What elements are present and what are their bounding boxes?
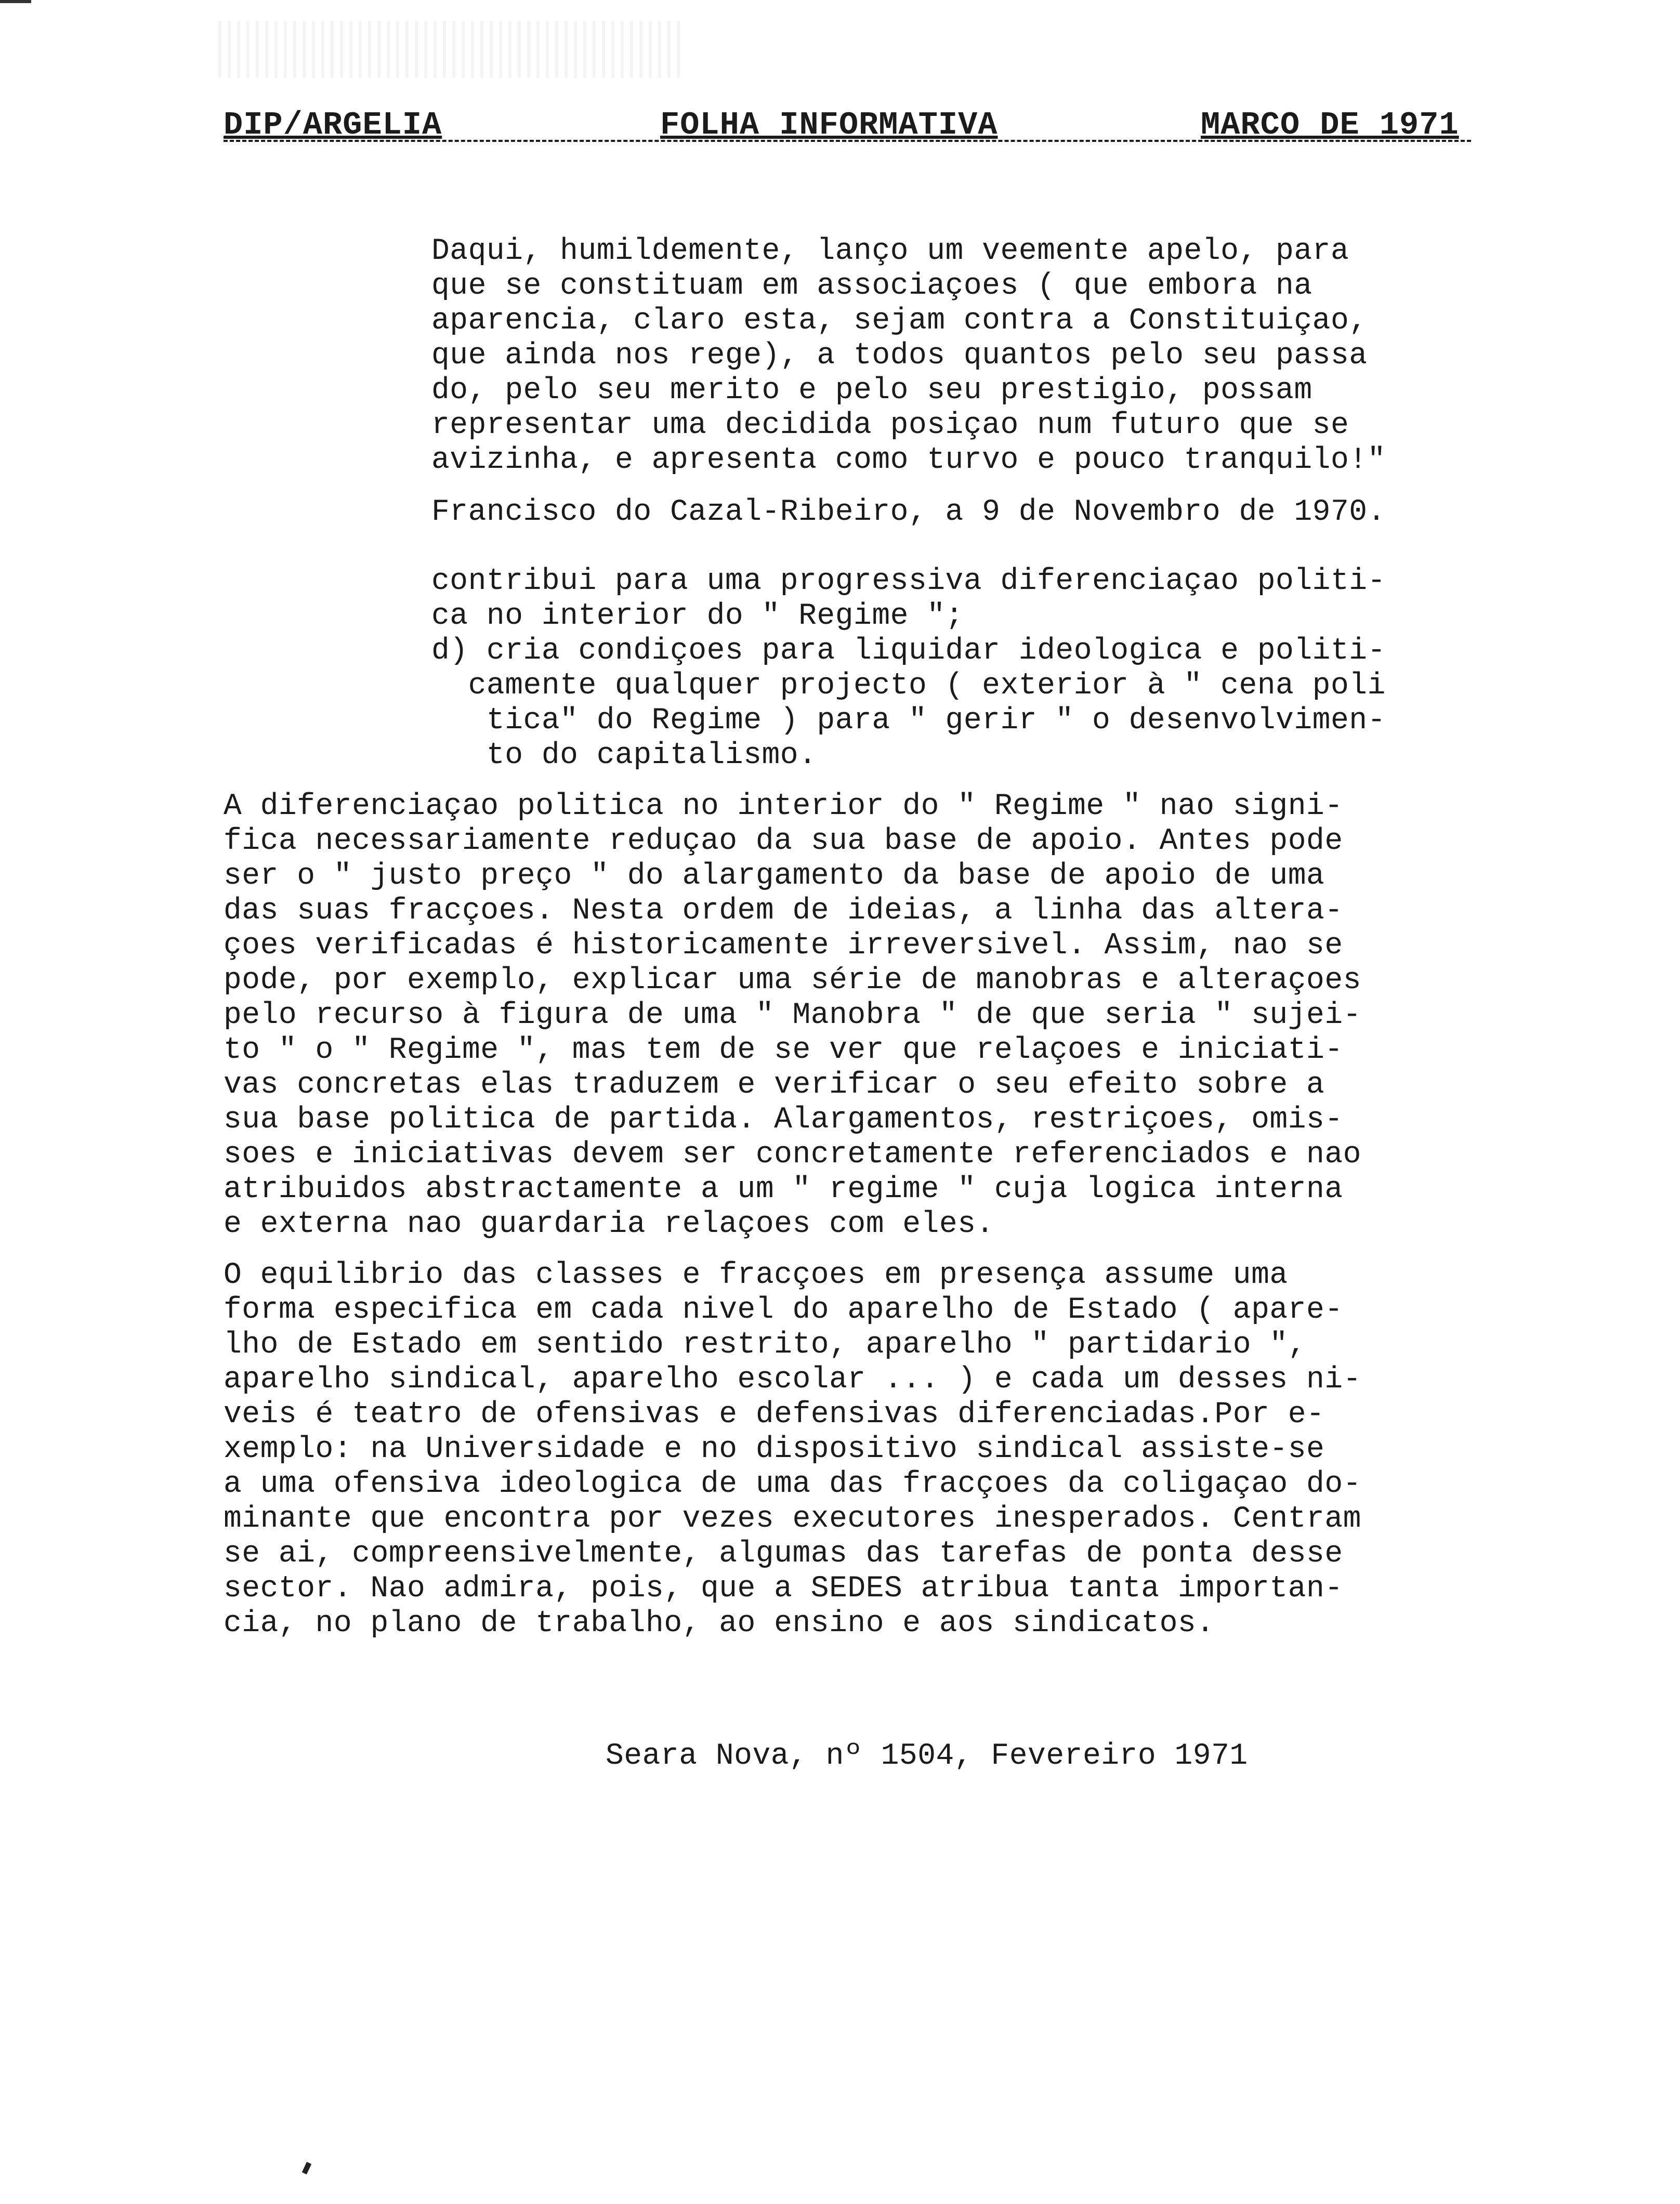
scan-dot (302, 2162, 311, 2174)
header-date: MARCO DE 1971 (1201, 107, 1459, 143)
quote-signature: Francisco do Cazal-Ribeiro, a 9 de Novembro de 1970. (431, 495, 1386, 529)
scan-mark (0, 0, 31, 3)
page-header (224, 107, 1471, 148)
source-citation: Seara Nova, nº 1504, Fevereiro 1971 (606, 1739, 1248, 1773)
quote-block: Daqui, humildemente, lanço um veemente apelo, para que se constituam em associaçoes ( que embora na aparencia, claro esta, sejam contra a Constituiçao, que ainda nos rege), a todos quantos pelo seu passa do, pelo seu merito e pelo seu prestigio, possam representar uma decidida posiçao num futuro que se avizinha, e apresenta como turvo e pouco tranquilo!" (431, 234, 1386, 477)
header-department: DIP/ARGELIA (224, 107, 442, 143)
scan-smudge (218, 21, 686, 78)
header-rule (224, 140, 1471, 142)
paragraph-one: A diferenciaçao politica no interior do " Regime " nao signi- fica necessariamente reduçao da sua base de apoio. Antes pode ser o " justo preço " do alargamento da base de apoio de uma das suas fracçoes. Nesta ordem de ideias, a linha das altera- çoes verificadas é historicamente irreversivel. Assim, nao se pode, por exemplo, explicar uma série de manobras e alteraçoes pelo recurso à figura de uma " Manobra " de que seria " sujei- to " o " Regime ", mas tem de se ver que relaçoes e iniciati- vas concretas elas traduzem e verificar o seu efeito sobre a sua base politica de partida. Alargamentos, restriçoes, omis- soes e iniciativas devem ser concretamente referenciados e nao atribuidos abstractamente a um " regime " cuja logica interna e externa nao guardaria relaçoes com eles. (224, 790, 1361, 1241)
header-title: FOLHA INFORMATIVA (660, 107, 998, 143)
paragraph-two: O equilibrio das classes e fracçoes em presença assume uma forma especifica em cada nivel do aparelho de Estado ( apare- lho de Estado em sentido restrito, aparelho " partidario ", aparelho sindical, aparelho escolar ... ) e cada um desses ni- veis é teatro de ofensivas e defensivas diferenciadas.Por e- xemplo: na Universidade e no dispositivo sindical assiste-se a uma ofensiva ideologica de uma das fracçoes da coligaçao do- minante que encontra por vezes executores inesperados. Centram se ai, compreensivelmente, algumas das tarefas de ponta desse sector. Nao admira, pois, que a SEDES atribua tanta importan- cia, no plano de trabalho, ao ensino e aos sindicatos. (224, 1258, 1361, 1641)
continuation-list: contribui para uma progressiva diferenciaçao politi- ca no interior do " Regime "; d) cria condiçoes para liquidar ideologica e politi- camente qualquer projecto ( exterior à " cena poli tica" do Regime ) para " gerir " o desenvolvimen- to do capitalismo. (431, 565, 1386, 772)
